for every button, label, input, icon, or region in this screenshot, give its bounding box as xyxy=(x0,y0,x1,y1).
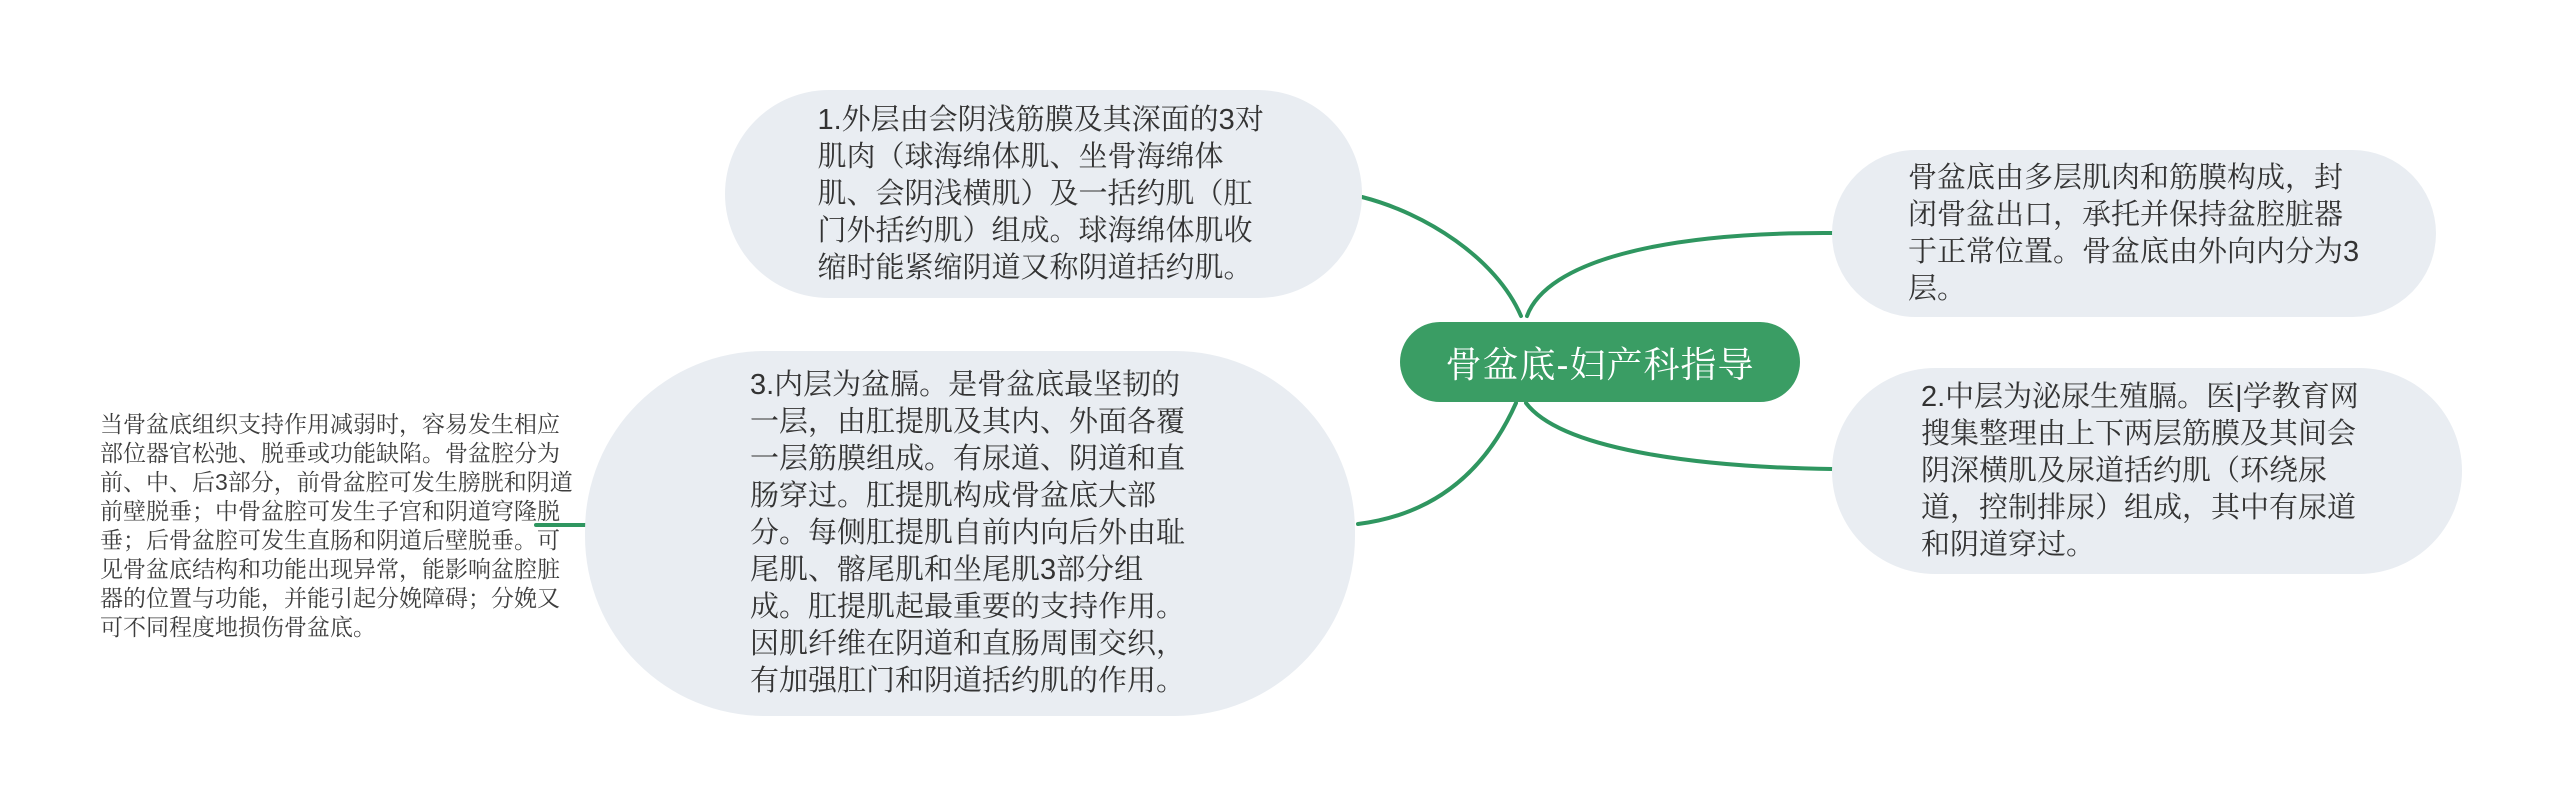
branch-node-middle-layer-text: 2.中层为泌尿生殖膈。医|学教育网搜集整理由上下两层筋膜及其间会阴深横肌及尿道括约肌（环绕尿道，控制排尿）组成，其中有尿道和阴道穿过。 xyxy=(1921,380,2359,561)
central-topic-node[interactable] xyxy=(1400,322,1800,402)
branch-node-middle-layer[interactable] xyxy=(1832,368,2462,574)
connector-center-to-overview xyxy=(1527,233,1832,316)
note-pelvic-floor-dysfunction[interactable] xyxy=(100,410,578,642)
note-pelvic-floor-dysfunction-text: 当骨盆底组织支持作用减弱时，容易发生相应部位器官松弛、脱垂或功能缺陷。骨盆腔分为前、中、后3部分，前骨盆腔可发生膀胱和阴道前壁脱垂；中骨盆腔可发生子宫和阴道穹隆脱垂；后骨盆腔可发生直肠和阴道后壁脱垂。可见骨盆底结构和功能出现异常，能影响盆腔脏器的位置与功能，并能引起分娩障碍；分娩又可不同程度地损伤骨盆底。 xyxy=(100,411,573,640)
branch-node-outer-layer-text: 1.外层由会阴浅筋膜及其深面的3对肌肉（球海绵体肌、坐骨海绵体肌、会阴浅横肌）及一括约肌（肛门外括约肌）组成。球海绵体肌收缩时能紧缩阴道又称阴道括约肌。 xyxy=(817,103,1264,284)
connector-outer-layer-to-center xyxy=(1362,197,1521,316)
connector-center-to-inner-layer xyxy=(1358,403,1516,524)
branch-node-inner-layer-text: 3.内层为盆膈。是骨盆底最坚韧的一层，由肛提肌及其内、外面各覆一层筋膜组成。有尿道、阴道和直肠穿过。肛提肌构成骨盆底大部分。每侧肛提肌自前内向后外由耻尾肌、髂尾肌和坐尾肌3部分组成。肛提肌起最重要的支持作用。因肌纤维在阴道和直肠周围交织，有加强肛门和阴道括约肌的作用。 xyxy=(750,369,1186,697)
central-topic-label: 骨盆底-妇产科指导 xyxy=(1445,343,1755,385)
branch-node-overview[interactable] xyxy=(1832,150,2436,317)
connector-center-to-middle-layer xyxy=(1526,403,1832,469)
branch-node-outer-layer[interactable] xyxy=(725,90,1362,298)
branch-node-inner-layer[interactable] xyxy=(585,351,1355,716)
branch-node-overview-text: 骨盆底由多层肌肉和筋膜构成，封闭骨盆出口，承托并保持盆腔脏器于正常位置。骨盆底由外向内分为3层。 xyxy=(1908,161,2360,305)
